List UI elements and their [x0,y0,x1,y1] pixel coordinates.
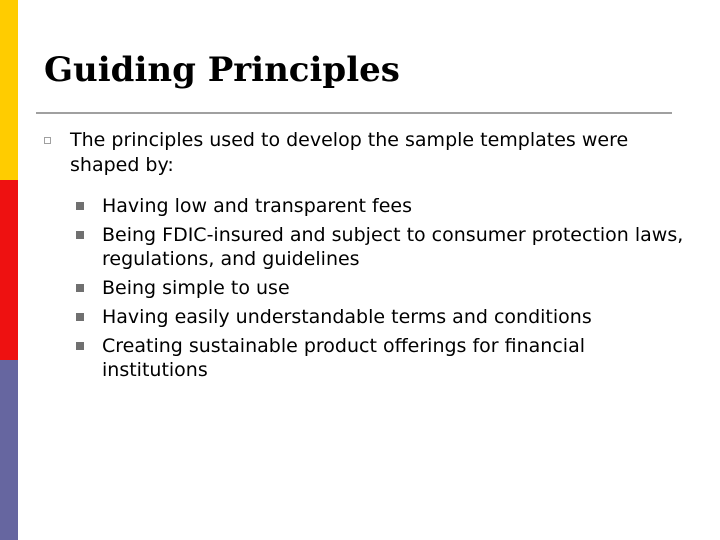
title-divider [36,112,672,114]
filled-square-icon [76,342,84,350]
main-bullet-text: The principles used to develop the sample templates were shaped by: [70,129,629,176]
hollow-square-icon [44,137,51,144]
side-bar-red [0,180,18,360]
filled-square-icon [76,284,84,292]
sub-bullet [76,334,684,382]
side-bar-yellow [0,0,18,180]
sub-bullet-text: Creating sustainable product offerings for financial institutions [102,335,585,381]
slide-title: Guiding Principles [44,50,400,90]
filled-square-icon [76,202,84,210]
side-color-bar [0,0,18,540]
filled-square-icon [76,231,84,239]
slide-content [44,128,684,387]
sub-bullet [76,194,684,218]
sub-bullet [76,223,684,271]
sub-bullet [76,276,684,300]
sub-bullet [76,305,684,329]
sub-bullet-text: Being simple to use [102,277,290,299]
filled-square-icon [76,313,84,321]
sub-bullet-text: Having low and transparent fees [102,195,412,217]
sub-bullet-text: Having easily understandable terms and conditions [102,306,592,328]
sub-bullet-text: Being FDIC-insured and subject to consumer protection laws, regulations, and guidelines [102,224,684,270]
main-bullet [44,128,684,178]
sub-bullet-list [44,194,684,382]
side-bar-purple [0,360,18,540]
